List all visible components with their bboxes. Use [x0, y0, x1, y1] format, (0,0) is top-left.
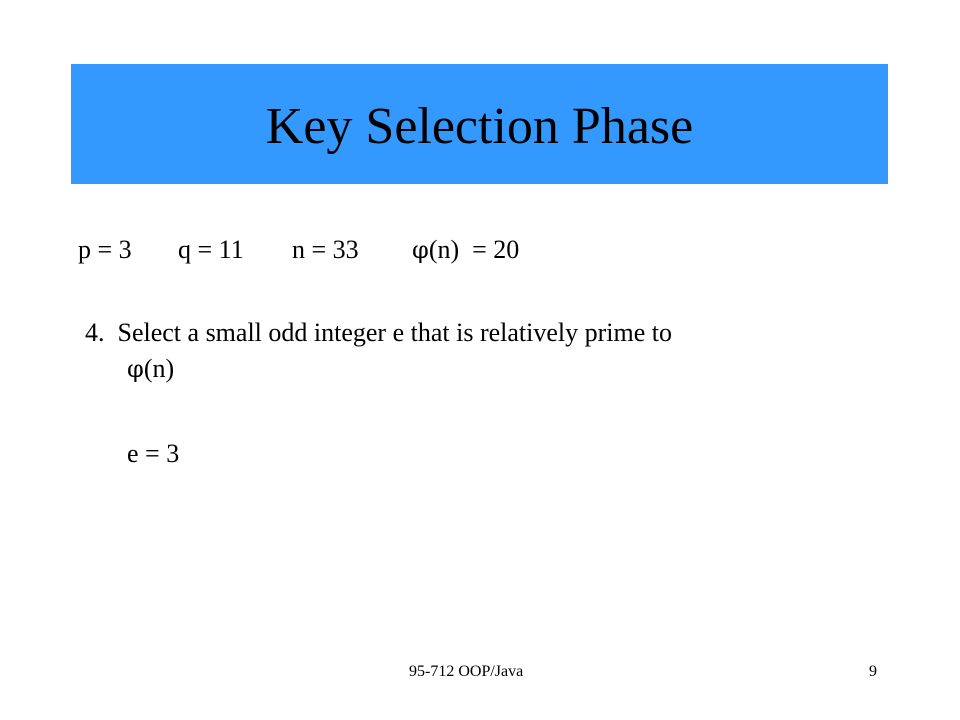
param-phi-value: (n) = 20: [428, 235, 520, 264]
step-line-1: 4. Select a small odd integer e that is relatively prime to: [85, 318, 672, 347]
param-p: p = 3: [78, 235, 132, 264]
slide-title: Key Selection Phase: [265, 98, 694, 155]
step-line-2-rest: (n): [143, 354, 175, 383]
param-n: n = 33: [292, 235, 359, 264]
footer-page-number: 9: [869, 663, 877, 680]
phi-symbol: φ: [127, 355, 144, 383]
step-line-2: [127, 353, 174, 385]
result-e: e = 3: [127, 439, 180, 468]
param-phi: [412, 234, 519, 266]
footer-course: 95-712 OOP/Java: [409, 663, 524, 680]
param-q: q = 11: [178, 235, 244, 264]
phi-symbol: φ: [412, 236, 429, 264]
title-bar: [71, 64, 888, 184]
